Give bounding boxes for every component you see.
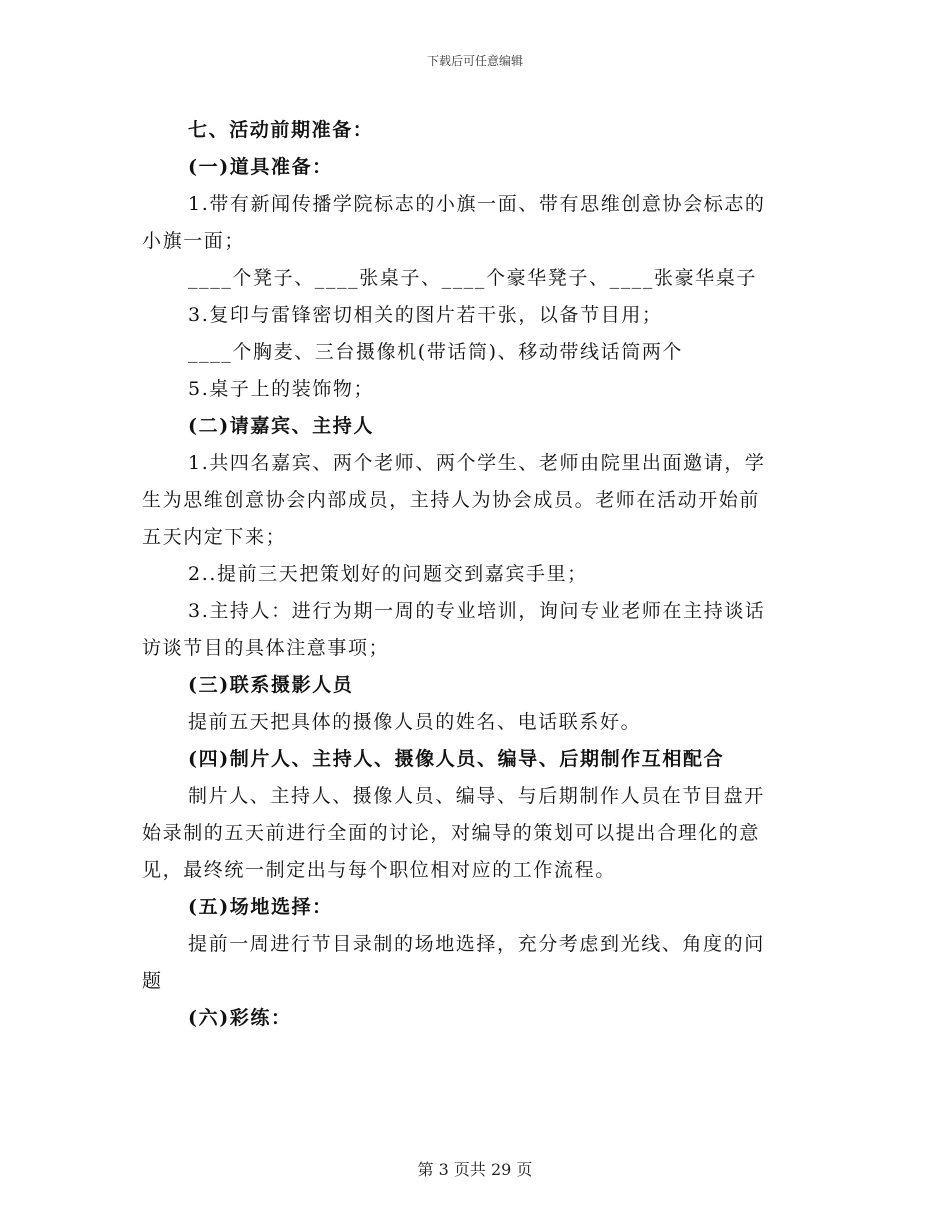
section2-item1-line1: 1.共四名嘉宾、两个老师、两个学生、老师由院里出面邀请，学 (188, 452, 766, 474)
section4-line1: 制片人、主持人、摄像人员、编导、与后期制作人员在节目盘开 (188, 785, 765, 807)
section1-heading: (一)道具准备： (188, 156, 333, 178)
section4-heading: (四)制片人、主持人、摄像人员、编导、后期制作互相配合 (188, 748, 725, 770)
section1-item5: 5.桌子上的装饰物； (188, 378, 375, 400)
section3-text: 提前五天把具体的摄像人员的姓名、电话联系好。 (188, 711, 642, 733)
section-title: 七、活动前期准备： (188, 119, 374, 141)
document-body (142, 112, 802, 1037)
section2-heading: (二)请嘉宾、主持人 (188, 415, 374, 437)
section2-item1-line2: 生为思维创意协会内部成员，主持人为协会成员。老师在活动开始前 (142, 489, 761, 511)
section1-item3: 3.复印与雷锋密切相关的图片若干张，以备节目用； (188, 304, 663, 326)
section1-item1-line1: 1.带有新闻传播学院标志的小旗一面、带有思维创意协会标志的 (188, 193, 766, 215)
page-footer: 第 3 页共 29 页 (417, 1160, 533, 1179)
section6-heading: (六)彩练： (188, 1007, 292, 1029)
section5-heading: (五)场地选择： (188, 896, 333, 918)
section1-item4: ____个胸麦、三台摄像机(带话筒)、移动带线话筒两个 (188, 341, 684, 363)
page-header: 下载后可任意编辑 (426, 54, 523, 68)
section3-heading: (三)联系摄影人员 (188, 674, 354, 696)
section2-item1-line3: 五天内定下来； (142, 526, 287, 548)
section1-item1-line2: 小旗一面； (142, 230, 246, 252)
section5-line2: 题 (142, 970, 163, 992)
section4-line3: 见，最终统一制定出与每个职位相对应的工作流程。 (142, 859, 616, 881)
section4-line2: 始录制的五天前进行全面的讨论，对编导的策划可以提出合理化的意 (142, 822, 761, 844)
section5-line1: 提前一周进行节目录制的场地选择，充分考虑到光线、角度的问 (188, 933, 765, 955)
section2-item3-line2: 访谈节目的具体注意事项； (142, 637, 390, 659)
section2-item2: 2..提前三天把策划好的问题交到嘉宾手里； (188, 563, 588, 585)
section2-item3-line1: 3.主持人：进行为期一周的专业培训，询问专业老师在主持谈话 (188, 600, 766, 622)
section1-item2: ____个凳子、____张桌子、____个豪华凳子、____张豪华桌子 (188, 267, 758, 289)
